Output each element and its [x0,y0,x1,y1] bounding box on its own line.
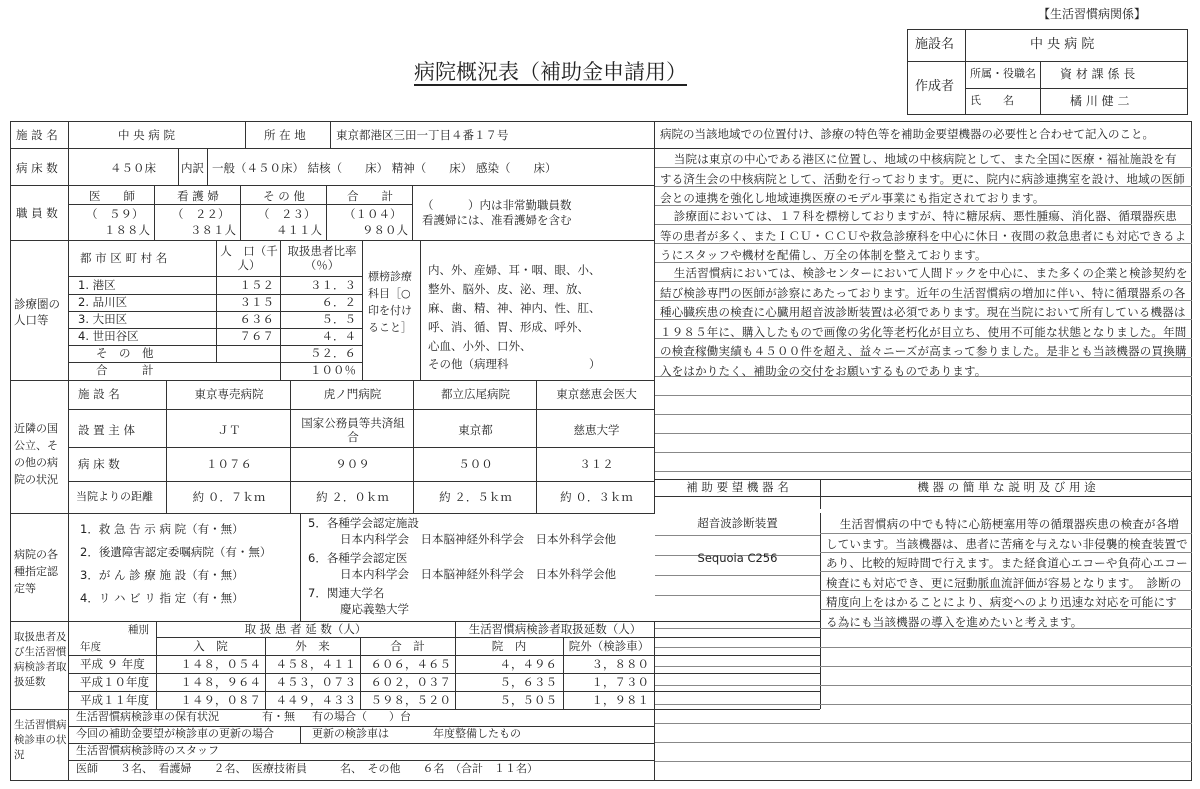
equip-name: 超音波診断装置 [697,516,778,530]
patients-row-year: 平成１１年度 [80,693,149,707]
patients-col: 外 来 [295,639,330,653]
header-author-label: 作成者 [915,79,955,94]
area-row-ratio: ６．２ [321,295,356,309]
vehicle-label: 生活習慣病検診車の状況 [14,719,67,761]
nearby-label: 近隣の国公立、その他の病院の状況 [14,422,58,486]
nearby-beds: ３１２ [579,457,614,471]
area-header-city: 都 市 区 町 村 名 [80,251,168,265]
specialty-line: 整外、脳外、皮、泌、理、放、 [428,282,589,296]
vehicle-line4: 医師 ３名、 看護婦 ２名、 医療技術員 名、 その他 ６名 （合計 １１名） [76,762,538,775]
nearby-row-label: 病 床 数 [78,457,120,471]
specialty-line: 心血、小外、口外、 [428,339,532,353]
header-facility-name: 中 央 病 院 [1030,37,1095,52]
patients-row-inside: ５，５０５ [499,693,557,707]
staff-header-doctor: 医 師 [89,189,135,203]
area-row-ratio: ５．５ [321,312,356,326]
staff-fulltime-doctor: １８８人 [104,223,150,237]
patients-col: 院外（検診車） [568,639,650,653]
nearby-owner: 国家公務員等共済組合 [301,416,405,444]
staff-parttime-total: （１０４） [344,207,402,221]
area-total-ratio: １００％ [310,363,356,377]
nearby-distance: 約 ０．７ｋｍ [192,490,266,504]
staff-note-nurse: 看護婦には、准看護婦を含む [422,213,572,227]
patients-row-outside: ３，８８０ [591,657,649,671]
nearby-distance: 約 ０．３ｋｍ [560,490,633,504]
patients-col: 合 計 [390,639,425,653]
beds-label: 病 床 数 [16,161,58,175]
specialty-line: 呼、消、循、胃、形成、呼外、 [428,320,589,334]
patients-row-outside: １，７３０ [591,675,649,689]
patients-row-in: １４９，０８７ [180,693,261,707]
address-value: 東京都港区三田一丁目４番１７号 [336,128,509,142]
area-row-pop: １５２ [239,278,274,292]
designation-item: 3．が ん 診 療 施 設（有・無） [80,568,244,582]
patients-row-year: 平成 ９ 年度 [80,657,145,671]
header-dept-label: 所属・役職名 [970,67,1036,80]
nearby-owner: 東京都 [458,423,493,437]
patients-row-in: １４８，９６４ [180,675,261,689]
header-name-label: 氏 名 [970,94,1014,107]
staff-header-total: 合 計 [347,189,393,203]
facility-name: 中 央 病 院 [118,128,175,142]
patients-header-kind: 種別 [128,624,149,636]
specialty-line: その他（病理科 ） [428,357,601,371]
patients-label: 取扱患者及び生活習慣病検診者取扱延数 [14,631,67,688]
patients-row-total: ５９８，５２０ [370,693,451,707]
area-row-name: 1. 港区 [78,278,116,292]
vehicle-line2a: 今回の補助金要望が検診車の更新の場合 [76,727,274,740]
staff-header-other: そ の 他 [263,189,305,203]
staff-fulltime-nurse: ３８１人 [190,223,236,237]
nearby-beds: １０７６ [206,457,252,471]
area-row-name: 4. 世田谷区 [78,329,139,343]
patients-row-out: ４５３，０７３ [275,675,356,689]
area-header-ratio: 取扱患者比率（％） [287,244,357,272]
nearby-name: 都立広尾病院 [441,387,510,401]
designation-label: 病院の各種指定認定等 [14,548,58,595]
staff-fulltime-total: ９８０人 [362,223,408,237]
address-label: 所 在 地 [264,128,306,142]
nearby-owner: ＪＴ [217,423,241,437]
patients-row-inside: ５，６３５ [499,675,557,689]
area-row-ratio: ３１．３ [310,278,356,292]
area-row-ratio: ４．４ [321,329,356,343]
nearby-row-label: 施 設 名 [78,387,120,401]
vehicle-if: 有の場合（ ）台 [312,710,411,723]
header-dept-value: 資 材 課 係 長 [1060,67,1136,81]
patients-col: 院 内 [491,639,527,653]
equip-header: 補 助 要 望 機 器 名 [686,480,789,494]
patients-row-year: 平成１０年度 [80,675,149,689]
staff-parttime-other: （ ２３） [258,207,316,221]
society-line: 5．各種学会認定施設 [308,516,419,530]
nearby-name: 虎ノ門病院 [323,387,382,401]
vehicle-line2b: 更新の検診車は 年度整備したもの [312,727,521,740]
area-other-label: そ の 他 [96,346,154,360]
specialty-line: 麻、歯、精、神、神内、性、肛、 [428,301,601,315]
patients-header-year: 年度 [80,641,101,653]
right-paragraph: 当院は東京の中心である港区に位置し、地域の中核病院として、また全国に医療・福祉施設を有する済生会の中核病院として、活動を行っております。更に、院内に病診連携室を設け、地域の医師会との連携を強化し地域連携医療のモデル事業にも指定されております。 [660,152,1185,205]
vehicle-has: 有・無 [262,710,295,723]
patients-row-in: １４８，０５４ [180,657,261,671]
society-line: 6．各種学会認定医 [308,551,408,565]
nearby-distance: 約 ２．０ｋｍ [316,490,389,504]
nearby-beds: ５００ [458,457,493,471]
society-line: 日本内科学会 日本脳神経外科学会 日本外科学会他 [340,567,616,581]
beds-breakdown: 一般（４５０床） 結核（ 床） 精神（ 床） 感染（ 床） [212,161,557,175]
patients-row-out: ４４９，４３３ [275,693,356,707]
area-total-label: 合 計 [96,363,154,377]
header-facility-label: 施設名 [915,37,955,52]
society-line: 日本内科学会 日本脳神経外科学会 日本外科学会他 [340,532,616,546]
area-row-pop: ６３６ [239,312,274,326]
staff-header-nurse: 看 護 婦 [177,189,219,203]
nearby-owner: 慈恵大学 [573,423,620,437]
staff-fulltime-other: ４１１人 [276,223,322,237]
designation-item: 4．リ ハ ビ リ 指 定（有・無） [80,591,244,605]
area-other-ratio: ５２．６ [310,346,356,360]
area-label: 診療圏の人口等 [14,297,60,327]
patients-row-total: ６０２，０３７ [370,675,451,689]
nearby-distance: 約 ２．５ｋｍ [439,490,512,504]
beds-breakdown-label: 内訳 [181,161,204,175]
nearby-beds: ９０９ [335,457,370,471]
area-row-name: 3. 大田区 [78,312,128,326]
right-paragraph: 診療面においては、１７科を標榜しておりますが、特に糖尿病、悪性腫瘍、消化器、循環器疾患等の患者が多く、またＩＣＵ・ＣＣＵや救急診療科を中心に休日・夜間の救急患者にも対応できるようにスタッフや機材を配備し、万全の体制を整えております。 [660,209,1187,262]
nearby-row-label: 当院よりの距離 [76,490,153,503]
staff-label: 職 員 数 [16,206,58,220]
facility-label: 施 設 名 [16,128,58,142]
society-line: 7．関連大学名 [308,586,385,600]
area-row-pop: ３１５ [239,295,274,309]
society-line: 慶応義塾大学 [340,602,409,616]
right-intro: 病院の当該地域での位置付け、診療の特色等を補助金要望機器の必要性と合わせて記入のこと。 [660,127,1155,141]
patients-row-outside: １，９８１ [591,693,649,707]
patients-row-out: ４５８，４１１ [275,657,356,671]
nearby-name: 東京専売病院 [194,387,264,401]
area-row-pop: ７６７ [239,329,274,343]
nearby-name: 東京慈恵会医大 [556,387,637,401]
equip-desc-header: 機 器 の 簡 単 な 説 明 及 び 用 途 [917,480,1096,494]
beds-total: ４５０床 [110,161,156,175]
vehicle-line3: 生活習慣病検診時のスタッフ [76,744,219,757]
designation-item: 1．救 急 告 示 病 院（有・無） [80,522,244,536]
patients-header-main: 取 扱 患 者 延 数（人） [244,622,367,636]
category-tag: 【生活習慣病関係】 [1038,7,1147,21]
specialty-label: 標榜診療科目［○印を付けること］ [368,270,412,334]
nearby-row-label: 設 置 主 体 [78,423,135,437]
equip-description: 生活習慣病の中でも特に心筋梗塞用等の循環器疾患の検査が各増しています。当該機器は、患者に苦痛を与えない非侵襲的検査装置であり、比較的短時間で行えます。また経食道心エコーや負荷心エコー検査にも対応でき、更に冠動脈血流評価が容易となります。 診断の精度向上をはかることにより、病変へのより迅速な対応を可能にする為にも当該機器の導入を進めたいと考えます。 [826,517,1188,629]
page-title: 病院概況表（補助金申請用） [414,60,687,84]
vehicle-line1: 生活習慣病検診車の保有状況 [76,710,219,723]
staff-parttime-doctor: （ ５９） [86,207,144,221]
patients-row-inside: ４，４９６ [499,657,557,671]
designation-item: 2．後遺障害認定委嘱病院（有・無） [80,545,272,559]
patients-col: 入 院 [193,639,228,653]
area-header-population: 人 口（千人） [220,244,278,272]
patients-row-total: ６０６，４６５ [370,657,451,671]
equip-model: Sequoia C256 [697,551,778,565]
patients-header-exam: 生活習慣病検診者取扱延数（人） [468,622,642,636]
specialty-line: 内、外、産婦、耳・咽、眼、小、 [428,263,601,277]
staff-parttime-nurse: （ ２２） [172,207,230,221]
right-paragraph: 生活習慣病においては、検診センターにおいて人間ドックを中心に、また多くの企業と検診契約を結び検診専門の医師が診察にあたっております。近年の生活習慣病の増加に伴い、特に循環器系の各種心臓疾患の検査に心臓用超音波診断装置は必須であります。現在当院において所有している機器は１９８５年に、購入したもので画像の劣化等老朽化が目立ち、使用不可能な状態となりました。年間の検査稼働実績も４５００件を超え、益々ニーズが高まって参りました。是非とも当該機器の買換購入をはかりたく、補助金の交付をお願いするものであります。 [660,266,1188,378]
header-name-value: 橘 川 健 二 [1070,94,1130,108]
area-row-name: 2. 品川区 [78,295,128,309]
staff-note-parttime: （ ）内は非常勤職員数 [422,198,572,212]
